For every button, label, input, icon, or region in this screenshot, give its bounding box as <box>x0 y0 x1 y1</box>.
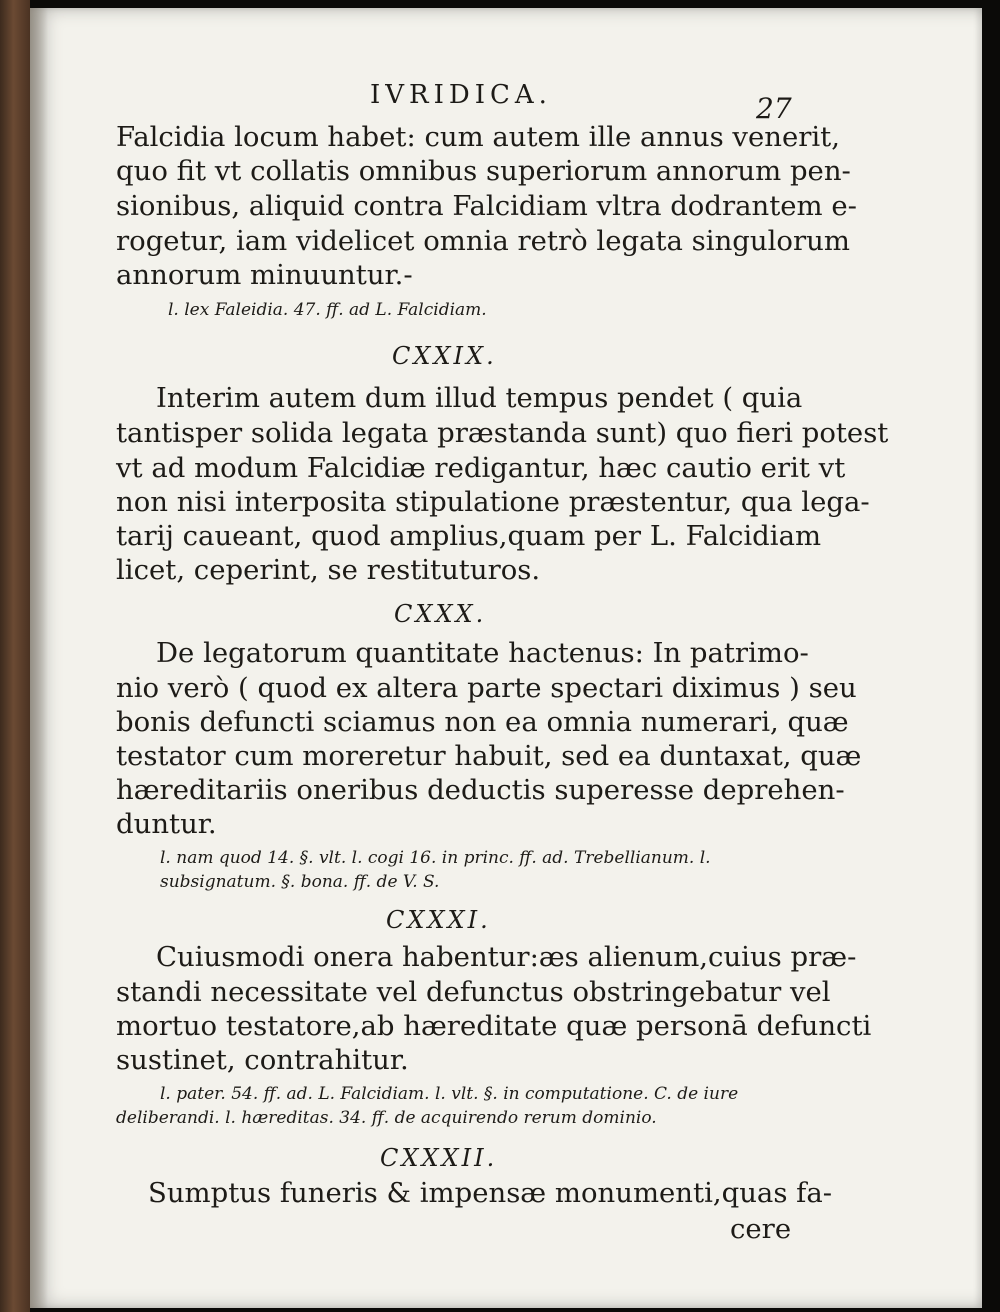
body-line: nio verò ( quod ex altera parte spectari diximus ) seu <box>116 672 857 704</box>
page <box>30 8 982 1308</box>
body-line: sionibus, aliquid contra Falcidiam vltra dodrantem e- <box>116 190 857 222</box>
body-line: quo fit vt collatis omnibus superiorum annorum pen- <box>116 155 851 187</box>
marginal-note: l. nam quod 14. §. vlt. l. cogi 16. in princ. ff. ad. Trebellianum. l. <box>160 848 711 868</box>
marginal-note: l. pater. 54. ff. ad. L. Falcidiam. l. vlt. §. in computatione. C. de iure <box>160 1084 739 1104</box>
body-line: De legatorum quantitate hactenus: In patrimo- <box>156 637 809 669</box>
section-heading: CXXX. <box>394 600 487 628</box>
body-line: non nisi interposita stipulatione præstentur, qua lega- <box>116 486 870 518</box>
section-heading: CXXIX. <box>392 342 497 370</box>
body-line: annorum minuuntur.- <box>116 259 413 291</box>
body-line: tarij caueant, quod amplius,quam per L. Falcidiam <box>116 520 822 552</box>
marginal-note: l. lex Faleidia. 47. ff. ad L. Falcidiam. <box>168 300 487 320</box>
body-line: duntur. <box>116 808 217 840</box>
body-line: Falcidia locum habet: cum autem ille annus venerit, <box>116 121 840 153</box>
gutter-shadow <box>30 8 48 1308</box>
section-heading: CXXXII. <box>380 1144 498 1172</box>
body-line: bonis defuncti sciamus non ea omnia numerari, quæ <box>116 706 849 738</box>
body-line: testator cum moreretur habuit, sed ea duntaxat, quæ <box>116 740 862 772</box>
body-line: licet, ceperint, se restituturos. <box>116 554 541 586</box>
page-number: 27 <box>756 92 792 125</box>
marginal-note: subsignatum. §. bona. ff. de V. S. <box>160 872 440 892</box>
body-line: hæreditariis oneribus deductis superesse deprehen- <box>116 774 845 806</box>
marginal-note: deliberandi. l. hæreditas. 34. ff. de acquirendo rerum dominio. <box>116 1108 657 1128</box>
body-line: standi necessitate vel defunctus obstringebatur vel <box>116 976 831 1008</box>
catchword: cere <box>730 1213 792 1245</box>
body-line: rogetur, iam videlicet omnia retrò legata singulorum <box>116 225 850 257</box>
section-heading: CXXXI. <box>386 906 491 934</box>
body-line: Sumptus funeris & impensæ monumenti,quas fa- <box>148 1177 833 1209</box>
body-line: tantisper solida legata præstanda sunt) quo fieri potest <box>116 417 889 449</box>
body-line: vt ad modum Falcidiæ redigantur, hæc cautio erit vt <box>116 452 846 484</box>
book-cover-edge <box>0 0 30 1312</box>
body-line: Interim autem dum illud tempus pendet ( quia <box>156 382 803 414</box>
body-line: sustinet, contrahitur. <box>116 1044 409 1076</box>
body-line: Cuiusmodi onera habentur:æs alienum,cuius præ- <box>156 941 857 973</box>
running-title: IVRIDICA. <box>370 80 552 110</box>
body-line: mortuo testatore,ab hæreditate quæ personā defuncti <box>116 1010 872 1042</box>
